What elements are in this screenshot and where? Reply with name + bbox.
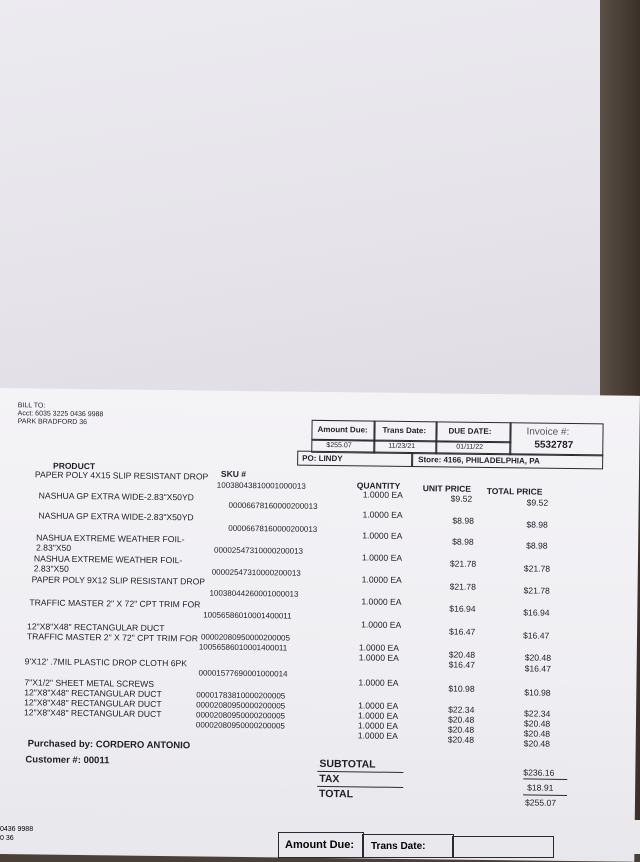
item-sku: 00001577690001000014 [198, 668, 288, 679]
subtotal-value-rule [523, 778, 567, 780]
blank-paper-sheet [0, 0, 620, 420]
item-total-price: $21.78 [523, 563, 551, 574]
item-product: NASHUA GP EXTRA WIDE-2.83"X50YD [38, 510, 194, 523]
next-amount-due-label: Amount Due: [285, 839, 355, 851]
item-unit-price: $8.98 [452, 536, 474, 547]
item-sku: 00002080950000200005 [196, 700, 286, 711]
item-qty: 1.0000 EA [358, 652, 399, 663]
amount-due-value: $255.07 [326, 441, 352, 450]
item-sku: 10056586010001400011 [198, 642, 288, 653]
po-box [297, 451, 413, 467]
store-box [411, 452, 603, 469]
item-unit-price: $9.52 [450, 493, 473, 504]
item-qty: 1.0000 EA [357, 720, 399, 731]
invoice-label: Invoice #: [526, 426, 570, 438]
column-product: PRODUCT [52, 460, 96, 472]
next-receipt-page [0, 820, 640, 854]
item-sku: 00006678160000200013 [228, 500, 318, 511]
column-sku: SKU # [220, 468, 247, 480]
item-sku: 10056586010001400011 [203, 610, 292, 621]
item-total-price: $8.98 [526, 540, 548, 551]
item-sku: 00002547310000200013 [213, 545, 304, 556]
po-value: PO: LINDY [302, 453, 343, 464]
item-total-price: $20.48 [523, 718, 551, 729]
item-unit-price: $16.47 [448, 626, 476, 637]
item-total-price: $16.94 [523, 607, 550, 618]
item-sku: 00002080950000200005 [195, 710, 286, 721]
item-qty: 1.0000 EA [362, 509, 403, 520]
item-total-price: $20.48 [523, 728, 551, 739]
item-unit-price: $16.47 [448, 659, 476, 670]
item-total-price: $16.47 [522, 630, 550, 641]
item-product: 12"X8"X48" RECTANGULAR DUCT [24, 697, 162, 709]
purchased-by: Purchased by: CORDERO ANTONIO [27, 738, 191, 752]
trans-date-value: 11/23/21 [388, 442, 416, 451]
item-qty: 1.0000 EA [357, 730, 398, 741]
item-total-price: $10.98 [524, 687, 551, 698]
next-due-date-box [452, 836, 554, 858]
item-sku: 00006678160000200013 [228, 523, 318, 534]
item-unit-price: $20.48 [448, 649, 476, 660]
amount-due-label: Amount Due: [317, 424, 368, 435]
item-qty: 1.0000 EA [361, 596, 402, 607]
item-product: PAPER POLY 4X15 SLIP RESISTANT DROP [34, 469, 209, 482]
due-date-label: DUE DATE: [448, 426, 492, 437]
item-product: TRAFFIC MASTER 2" X 72" CPT TRIM FOR [29, 597, 201, 610]
item-unit-price: $20.48 [447, 714, 475, 725]
item-sku: 00001783810000200005 [196, 690, 286, 701]
subtotal-value: $236.16 [523, 767, 555, 778]
item-qty: 1.0000 EA [362, 489, 403, 500]
next-trans-date-label: Trans Date: [371, 841, 426, 852]
item-unit-price: $22.34 [448, 704, 475, 715]
total-label: TOTAL [318, 787, 354, 801]
item-qty: 1.0000 EA [358, 642, 400, 653]
invoice-box [509, 422, 603, 456]
tax-label: TAX [319, 772, 340, 786]
item-sku: 00002080950000200005 [195, 720, 285, 731]
item-product: 12"X8"X48" RECTANGULAR DUCT [23, 707, 162, 719]
item-unit-price: $16.94 [449, 603, 476, 614]
subtotal-label: SUBTOTAL [319, 757, 376, 771]
invoice-receipt [0, 388, 640, 862]
column-total-price: TOTAL PRICE [486, 485, 543, 497]
item-total-price: $9.52 [526, 497, 549, 508]
column-quantity: QUANTITY [356, 480, 401, 491]
item-unit-price: $21.78 [449, 558, 477, 569]
next-page-account: 0436 9988 [0, 826, 34, 833]
trans-date-label: Trans Date: [382, 425, 427, 436]
item-product: NASHUA GP EXTRA WIDE-2.83"X50YD [38, 490, 194, 503]
total-value: $255.07 [524, 797, 557, 808]
next-page-name: 0 36 [0, 835, 14, 842]
item-product: NASHUA EXTREME WEATHER FOIL-2.83"X50 [35, 532, 185, 553]
item-product: 12"X8"X48" RECTANGULAR DUCT [24, 687, 162, 699]
item-sku: 10038044260001000013 [209, 588, 299, 599]
item-product: 12"X8"X48" RECTANGULAR DUCT [27, 621, 165, 634]
item-product: 9'X12' .7MIL PLASTIC DROP CLOTH 6PK [24, 656, 188, 669]
invoice-number: 5532787 [534, 439, 574, 452]
bill-to-account: Acct: 6035 3225 0436 9988 [17, 410, 104, 419]
item-unit-price: $8.98 [452, 515, 474, 526]
item-unit-price: $21.78 [449, 581, 476, 592]
tax-value-rule [523, 794, 567, 796]
column-unit-price: UNIT PRICE [422, 483, 472, 494]
item-total-price: $21.78 [523, 585, 550, 596]
item-total-price: $8.98 [526, 519, 548, 530]
store-value: Store: 4166, PHILADELPHIA, PA [418, 455, 540, 466]
tax-value: $18.91 [527, 782, 554, 793]
bill-to-name: PARK BRADFORD 36 [17, 418, 88, 427]
next-trans-date-box [362, 834, 454, 858]
item-product: NASHUA EXTREME WEATHER FOIL-2.83"X50 [33, 553, 183, 574]
item-qty: 1.0000 EA [358, 677, 399, 688]
item-unit-price: $20.48 [447, 724, 475, 735]
item-total-price: $22.34 [524, 708, 551, 719]
item-unit-price: $20.48 [447, 734, 475, 745]
bill-to-label: BILL TO: [17, 402, 46, 410]
item-qty: 1.0000 EA [357, 710, 399, 721]
item-qty: 1.0000 EA [361, 619, 402, 630]
item-qty: 1.0000 EA [361, 552, 403, 563]
item-total-price: $20.48 [524, 652, 552, 663]
item-product: PAPER POLY 9X12 SLIP RESISTANT DROP [31, 574, 206, 587]
next-amount-due-box [278, 832, 364, 858]
item-total-price: $20.48 [523, 738, 551, 749]
item-total-price: $16.47 [524, 663, 551, 674]
item-qty: 1.0000 EA [361, 574, 402, 585]
item-sku: 00002080950000200005 [200, 632, 291, 643]
customer-number: Customer #: 00011 [25, 754, 110, 767]
item-product: TRAFFIC MASTER 2" X 72" CPT TRIM FOR [26, 631, 199, 644]
item-sku: 00002547310000200013 [211, 567, 301, 578]
item-unit-price: $10.98 [448, 683, 475, 694]
item-product: 7"X1/2" SHEET METAL SCREWS [24, 677, 155, 689]
item-qty: 1.0000 EA [358, 700, 399, 711]
due-date-value: 01/11/22 [456, 443, 484, 451]
item-sku: 10038043810001000013 [216, 480, 306, 491]
item-qty: 1.0000 EA [362, 530, 403, 541]
